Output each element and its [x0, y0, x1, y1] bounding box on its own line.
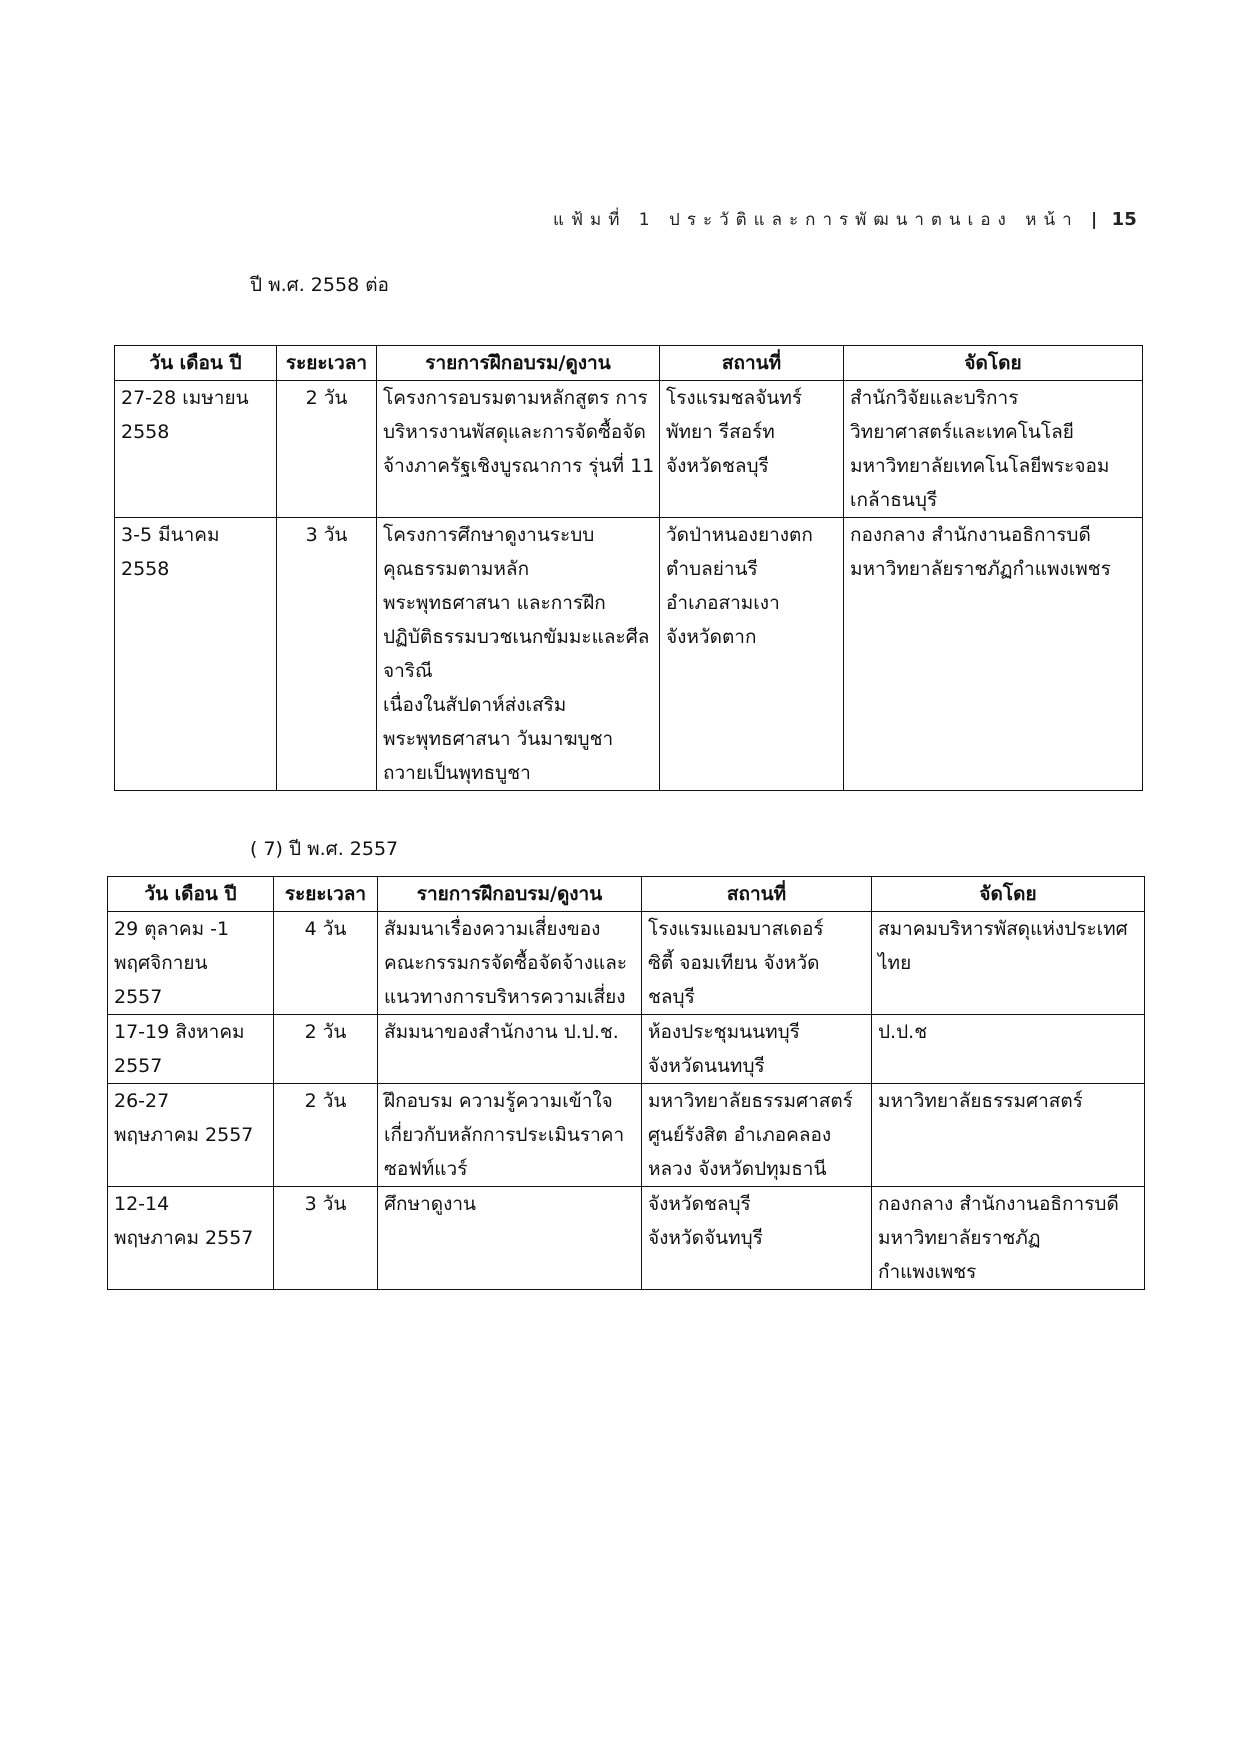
duration-cell: 2 วัน	[277, 381, 377, 518]
column-header-date: วัน เดือน ปี	[108, 877, 274, 912]
cell-line: 12-14	[114, 1193, 170, 1215]
place-cell	[660, 518, 844, 791]
date-cell	[108, 912, 274, 1015]
header-title: แฟ้มที่ 1 ประวัติและการพัฒนาตนเอง หน้า	[553, 210, 1079, 230]
place-cell	[642, 912, 872, 1015]
cell-line: จังหวัดนนทบุรี	[648, 1055, 765, 1077]
training-cell	[378, 1187, 642, 1290]
cell-line: จาริณี	[383, 660, 433, 682]
date-cell	[108, 1084, 274, 1187]
training-cell	[377, 381, 660, 518]
cell-line: หลวง จังหวัดปทุมธานี	[648, 1158, 827, 1180]
organizer-cell	[872, 912, 1145, 1015]
cell-line: กองกลาง สำนักงานอธิการบดี	[850, 524, 1091, 546]
cell-line: เกี่ยวกับหลักการประเมินราคา	[384, 1124, 625, 1146]
column-header-organizer: จัดโดย	[844, 346, 1143, 381]
duration-cell: 2 วัน	[274, 1084, 378, 1187]
cell-line: กำแพงเพชร	[878, 1261, 977, 1283]
training-cell	[378, 1015, 642, 1084]
place-cell	[642, 1084, 872, 1187]
table-row	[108, 1015, 1145, 1084]
column-header-training: รายการฝึกอบรม/ดูงาน	[377, 346, 660, 381]
cell-line: จังหวัดจันทบุรี	[648, 1227, 763, 1249]
table-row	[108, 1084, 1145, 1187]
header-separator: |	[1091, 210, 1098, 230]
cell-line: สัมมนาของสำนักงาน ป.ป.ช.	[384, 1021, 619, 1043]
date-cell	[115, 381, 277, 518]
section-2557-caption: ( 7) ปี พ.ศ. 2557	[250, 838, 399, 860]
cell-line: แนวทางการบริหารความเสี่ยง	[384, 986, 626, 1008]
column-header-duration: ระยะเวลา	[274, 877, 378, 912]
cell-line: 26-27	[114, 1090, 170, 1112]
place-cell	[642, 1015, 872, 1084]
cell-line: จังหวัดตาก	[666, 626, 757, 648]
cell-line: บริหารงานพัสดุและการจัดซื้อจัด	[383, 421, 646, 443]
cell-line: 3-5 มีนาคม	[121, 524, 220, 546]
column-header-duration: ระยะเวลา	[277, 346, 377, 381]
cell-line: พฤศจิกายน	[114, 952, 208, 974]
cell-line: 2557	[114, 986, 163, 1008]
training-cell	[377, 518, 660, 791]
cell-line: 2558	[121, 421, 170, 443]
cell-line: มหาวิทยาลัยราชภัฏกำแพงเพชร	[850, 558, 1111, 580]
cell-line: เกล้าธนบุรี	[850, 489, 938, 511]
table-row	[115, 381, 1143, 518]
duration-cell: 3 วัน	[274, 1187, 378, 1290]
column-header-place: สถานที่	[660, 346, 844, 381]
cell-line: ตำบลย่านรี	[666, 558, 758, 580]
date-cell	[108, 1187, 274, 1290]
column-header-place: สถานที่	[642, 877, 872, 912]
page-header	[553, 206, 1137, 233]
cell-line: 2557	[114, 1055, 163, 1077]
organizer-cell	[872, 1015, 1145, 1084]
cell-line: ซิตี้ จอมเทียน จังหวัด	[648, 952, 820, 974]
organizer-cell	[872, 1084, 1145, 1187]
organizer-cell	[844, 518, 1143, 791]
cell-line: วัดป่าหนองยางตก	[666, 524, 813, 546]
organizer-cell	[844, 381, 1143, 518]
cell-line: 29 ตุลาคม -1	[114, 918, 230, 940]
cell-line: 2558	[121, 558, 170, 580]
date-cell	[108, 1015, 274, 1084]
cell-line: ป.ป.ช	[878, 1021, 928, 1043]
cell-line: ศูนย์รังสิต อำเภอคลอง	[648, 1124, 832, 1146]
cell-line: โครงการศึกษาดูงานระบบ	[383, 524, 595, 546]
table-row	[108, 912, 1145, 1015]
cell-line: สัมมนาเรื่องความเสี่ยงของ	[384, 918, 601, 940]
cell-line: จังหวัดชลบุรี	[666, 455, 769, 477]
cell-line: ชลบุรี	[648, 986, 695, 1008]
cell-line: สมาคมบริหารพัสดุแห่งประเทศ	[878, 918, 1128, 940]
duration-cell: 2 วัน	[274, 1015, 378, 1084]
cell-line: คุณธรรมตามหลัก	[383, 558, 530, 580]
place-cell	[660, 381, 844, 518]
training-cell	[378, 1084, 642, 1187]
cell-line: โครงการอบรมตามหลักสูตร การ	[383, 387, 648, 409]
column-header-date: วัน เดือน ปี	[115, 346, 277, 381]
cell-line: พัทยา รีสอร์ท	[666, 421, 775, 443]
cell-line: มหาวิทยาลัยธรรมศาสตร์	[878, 1090, 1083, 1112]
table-row	[108, 1187, 1145, 1290]
cell-line: ปฏิบัติธรรมบวชเนกขัมมะและศีล	[383, 626, 650, 648]
column-header-training: รายการฝึกอบรม/ดูงาน	[378, 877, 642, 912]
cell-line: ถวายเป็นพุทธบูชา	[383, 762, 531, 784]
page-number: 15	[1111, 209, 1137, 230]
cell-line: คณะกรรมกรจัดซื้อจัดจ้างและ	[384, 952, 628, 974]
date-cell	[115, 518, 277, 791]
cell-line: กองกลาง สำนักงานอธิการบดี	[878, 1193, 1119, 1215]
section-2558-caption: ปี พ.ศ. 2558 ต่อ	[250, 274, 389, 296]
cell-line: เนื่องในสัปดาห์ส่งเสริม	[383, 694, 567, 716]
cell-line: ซอฟท์แวร์	[384, 1158, 468, 1180]
cell-line: 17-19 สิงหาคม	[114, 1021, 245, 1043]
table-header-row	[115, 346, 1143, 381]
cell-line: วิทยาศาสตร์และเทคโนโลยี	[850, 421, 1074, 443]
cell-line: ฝึกอบรม ความรู้ความเข้าใจ	[384, 1090, 613, 1112]
place-cell	[642, 1187, 872, 1290]
cell-line: 27-28 เมษายน	[121, 387, 249, 409]
training-table-2557	[107, 876, 1145, 1290]
cell-line: ห้องประชุมนนทบุรี	[648, 1021, 800, 1043]
cell-line: พฤษภาคม 2557	[114, 1124, 254, 1146]
cell-line: จ้างภาครัฐเชิงบูรณาการ รุ่นที่ 11	[383, 455, 655, 477]
training-cell	[378, 912, 642, 1015]
cell-line: ไทย	[878, 952, 912, 974]
table-body	[115, 381, 1143, 791]
cell-line: สำนักวิจัยและบริการ	[850, 387, 1019, 409]
table-body	[108, 912, 1145, 1290]
cell-line: พระพุทธศาสนา วันมาฆบูชา	[383, 728, 614, 750]
cell-line: ศึกษาดูงาน	[384, 1193, 477, 1215]
table-row	[115, 518, 1143, 791]
column-header-organizer: จัดโดย	[872, 877, 1145, 912]
cell-line: โรงแรมชลจันทร์	[666, 387, 803, 409]
cell-line: จังหวัดชลบุรี	[648, 1193, 751, 1215]
cell-line: พฤษภาคม 2557	[114, 1227, 254, 1249]
cell-line: มหาวิทยาลัยเทคโนโลยีพระจอม	[850, 455, 1110, 477]
duration-cell: 3 วัน	[277, 518, 377, 791]
table-header-row	[108, 877, 1145, 912]
training-table-2558	[114, 345, 1143, 791]
cell-line: โรงแรมแอมบาสเดอร์	[648, 918, 824, 940]
organizer-cell	[872, 1187, 1145, 1290]
duration-cell: 4 วัน	[274, 912, 378, 1015]
cell-line: มหาวิทยาลัยราชภัฏ	[878, 1227, 1041, 1249]
cell-line: มหาวิทยาลัยธรรมศาสตร์	[648, 1090, 853, 1112]
cell-line: พระพุทธศาสนา และการฝึก	[383, 592, 606, 614]
cell-line: อำเภอสามเงา	[666, 592, 780, 614]
